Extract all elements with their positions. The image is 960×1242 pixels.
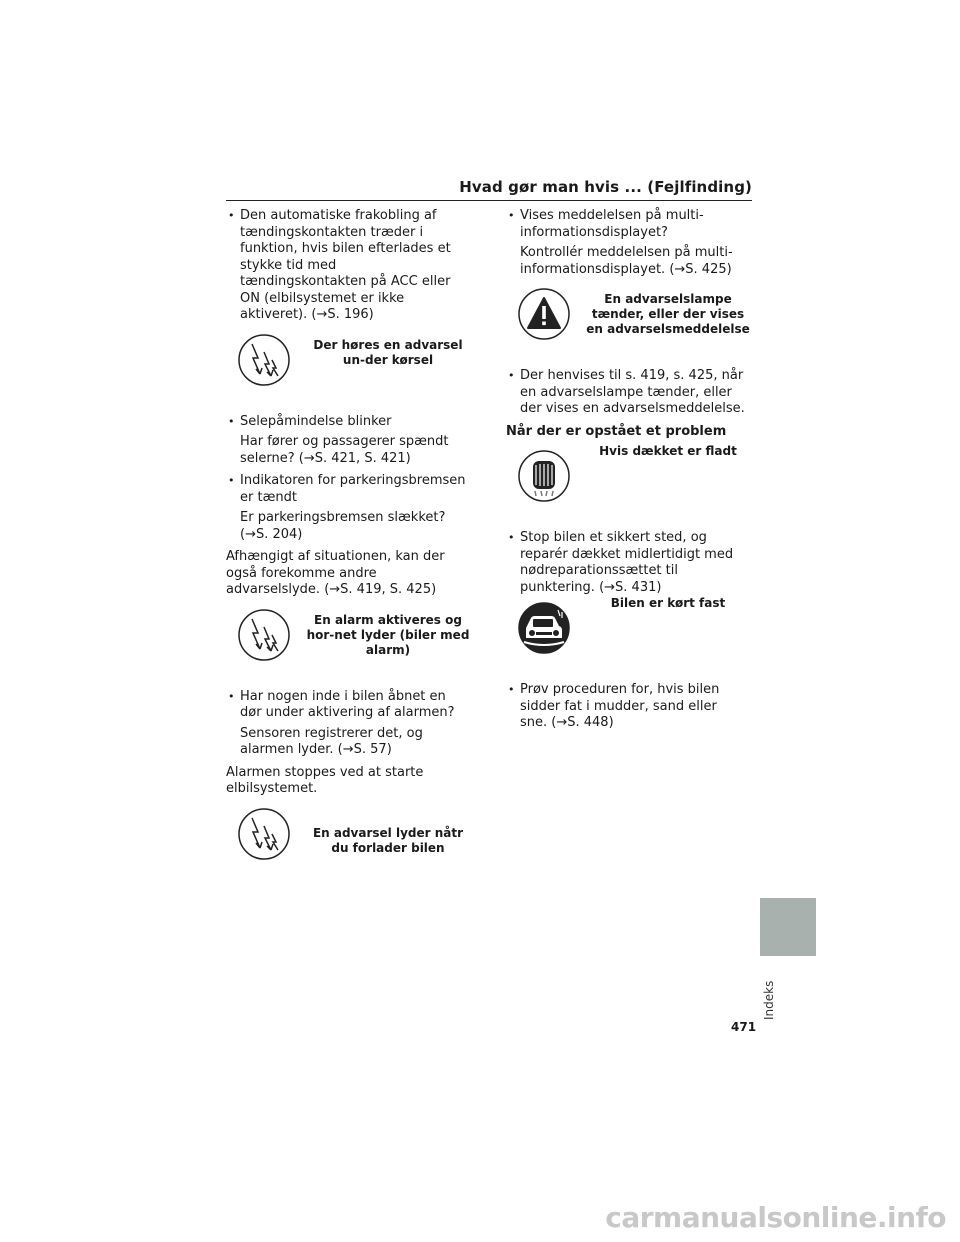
right-bullet-3: • Stop bilen et sikkert sted, og reparér dækket midlertidigt med nødreparationssættet til punktering. (→S. 431) [506, 530, 746, 596]
warning-sound-icon [238, 808, 290, 860]
right-icon-row-3 [506, 596, 746, 672]
right-bullet-1-detail: Kontrollér meddelelsen på multi-informationsdisplayet. (→S. 425) [520, 245, 733, 277]
left-bullet-1: • Den automatiske frakobling af tændingskontakten træder i funktion, hvis bilen efterlades et stykke tid med tændingskontakten på ACC eller ON (elbilsystemet er ikke aktiveret). (→S. 196) [226, 208, 466, 324]
right-bullet-1: • Vises meddelelsen på multi-informationsdisplayet? [506, 208, 746, 241]
right-bullet-2: • Der henvises til s. 419, s. 425, når en advarselslampe tænder, eller der vises en advarselsmeddelelse. [506, 368, 746, 418]
left-icon-row-3 [226, 806, 466, 878]
left-bullet-3-detail: Er parkeringsbremsen slækket? (→S. 204) [240, 510, 446, 542]
left-paragraph-1: Afhængigt af situationen, kan der også forekomme andre advarselslyde. (→S. 419, S. 425) [226, 549, 445, 597]
icon-caption: En advarsel lyder nåtr du forlader bilen [312, 825, 464, 855]
left-bullet-2: • Selepåmindelse blinker [226, 414, 466, 431]
section-subheading: Når der er opstået et problem [506, 423, 727, 439]
right-icon-row-2 [506, 444, 746, 520]
left-bullet-4-detail: Sensoren registrerer det, og alarmen lyder. (→S. 57) [240, 725, 423, 757]
left-bullet-3: • Indikatoren for parkeringsbremsen er tændt [226, 473, 466, 506]
page-number: 471 [731, 1020, 757, 1034]
right-bullet-4: • Prøv proceduren for, hvis bilen sidder fat i mudder, sand eller sne. (→S. 448) [506, 682, 746, 732]
warning-sound-icon [238, 609, 290, 661]
page-header-title: Hvad gør man hvis ... (Fejlfinding) [459, 178, 752, 196]
icon-caption: Der høres en advarsel un-der kørsel [313, 337, 463, 367]
warning-triangle-icon [518, 288, 570, 340]
left-icon-row-1 [226, 332, 466, 404]
left-icon-row-2 [226, 607, 470, 679]
left-bullet-2-detail: Har fører og passagerer spændt selerne? (→S. 421, S. 421) [240, 434, 449, 466]
flat-tire-icon [518, 450, 570, 502]
watermark: carmanualsonline.info [605, 1201, 946, 1234]
left-bullet-4: • Har nogen inde i bilen åbnet en dør under aktivering af alarmen? [226, 689, 466, 722]
left-column [226, 208, 470, 888]
side-tab-marker [760, 898, 816, 956]
left-paragraph-2: Alarmen stoppes ved at starte elbilsystemet. [226, 764, 424, 796]
right-icon-row-1 [506, 286, 750, 358]
icon-caption: Hvis dækket er fladt [599, 444, 737, 458]
stuck-car-icon [518, 602, 570, 654]
icon-caption: En advarselslampe tænder, eller der vises en advarselsmeddelelse [586, 292, 750, 336]
header-divider [226, 200, 752, 201]
right-column [506, 208, 750, 736]
icon-caption: En alarm aktiveres og hor-net lyder (biler med alarm) [306, 612, 470, 657]
side-tab-label: Indeks [762, 980, 776, 1020]
icon-caption: Bilen er kørt fast [610, 596, 726, 610]
warning-sound-icon [238, 334, 290, 386]
